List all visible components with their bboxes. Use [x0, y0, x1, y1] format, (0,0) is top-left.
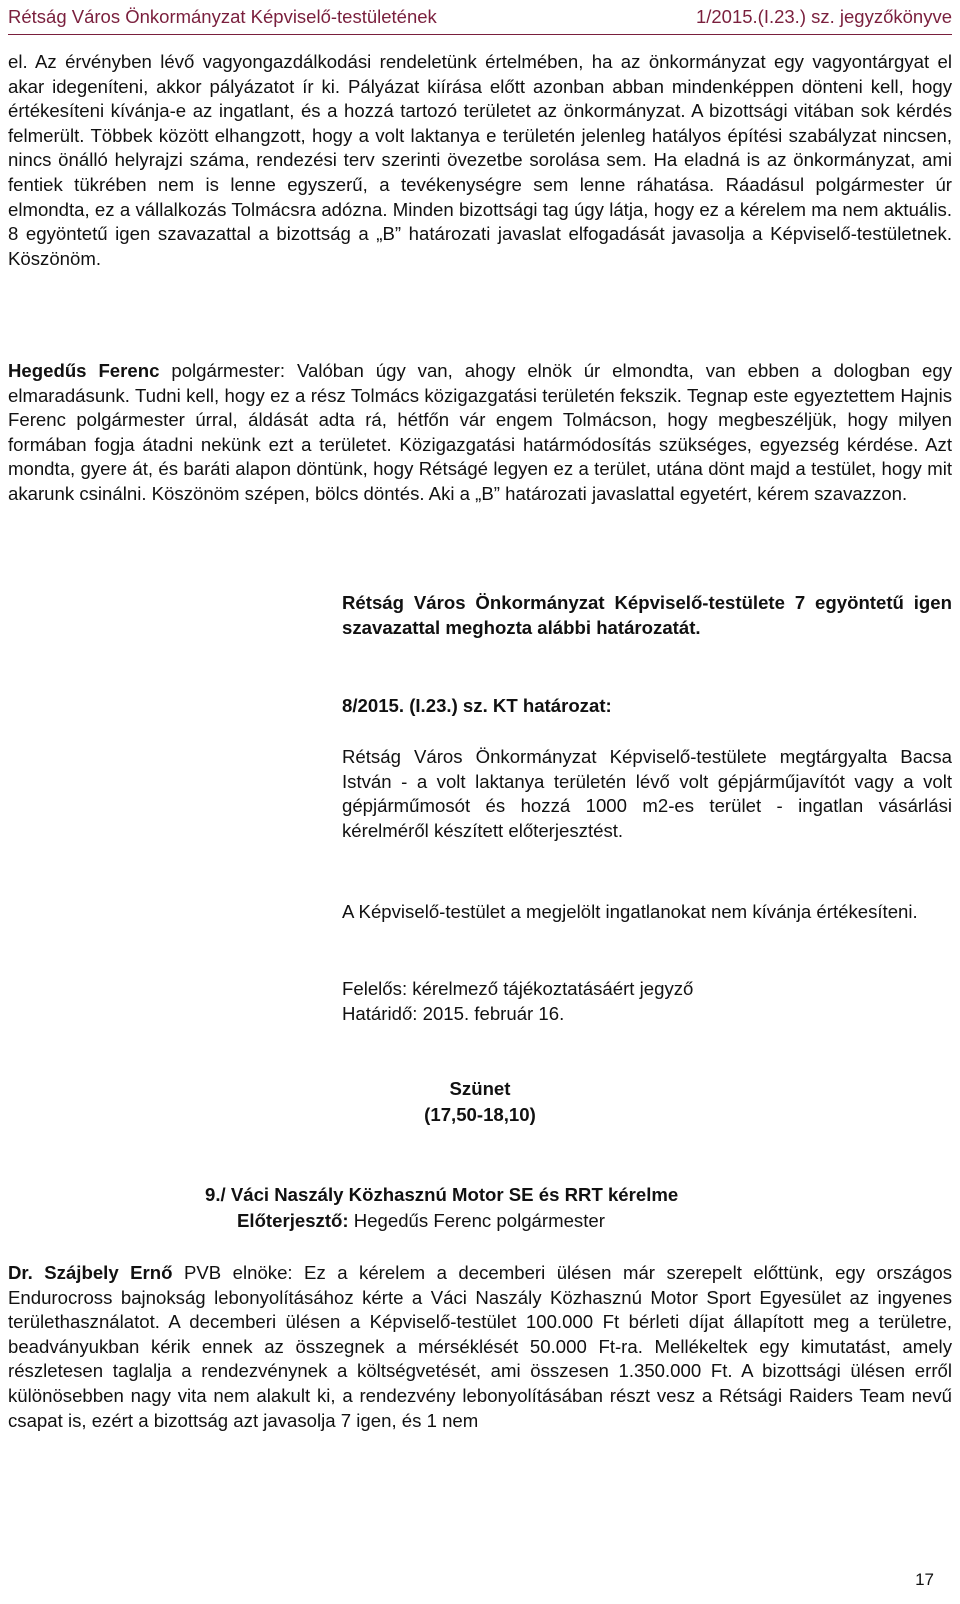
presenter-name: Hegedűs Ferenc polgármester — [348, 1210, 605, 1231]
resolution-decision: A Képviselő-testület a megjelölt ingatlanokat nem kívánja értékesíteni. — [342, 901, 918, 922]
paragraph-pvb-chair — [8, 1261, 952, 1433]
presenter-label: Előterjesztő: — [237, 1210, 349, 1231]
resolution-intro: Rétság Város Önkormányzat Képviselő-testülete 7 egyöntetű igen szavazattal meghozta alábbi határozatát. — [342, 592, 952, 638]
page-header — [8, 6, 952, 34]
resolution-number: 8/2015. (I.23.) sz. KT határozat: — [342, 695, 612, 716]
resolution-body: Rétság Város Önkormányzat Képviselő-testülete megtárgyalta Bacsa István - a volt laktanya területén lévő volt gépjárműjavítót vagy a volt gépjárműmosót és hozzá 1000 m2-es terület - ingatlan vásárlási kérelméről készített előterjesztést. — [342, 746, 952, 841]
resolution-deadline: Határidő: 2015. február 16. — [342, 1003, 565, 1024]
paragraph-mayor — [8, 359, 952, 507]
speaker-mayor: Hegedűs Ferenc — [8, 360, 160, 381]
agenda-title: 9./ Váci Naszály Közhasznú Motor SE és RRT kérelme — [205, 1184, 679, 1205]
pvb-chair-text: PVB elnöke: Ez a kérelem a decemberi ülésen már szerepelt előttünk, egy országos Endurocross bajnokság lebonyolításához kérte a Váci Naszály Közhasznú Motor Sport Egyesület az ingyenes területhasználatot. A decemberi ülésen a Képviselő-testület 100.000 Ft bérleti díjat állapított meg a területre, beadványukban kérik ennek az összegnek a mérséklését 50.000 Ft-ra. Mellékeltek egy kimutatást, amely részletesen taglalja a rendezvénynek a költségvetését, ami összesen 1.350.000 Ft. A bizottsági ülésen erről különösebben nagy vita nem alakult ki, a rendezvény lebonyolításában részt vesz a Rétsági Raiders Team nevű csapat is, ezért a bizottság azt javasolja 7 igen, és 1 nem — [8, 1262, 952, 1431]
agenda-presenter — [237, 1209, 605, 1234]
break-time: (17,50-18,10) — [424, 1104, 536, 1125]
header-right: 1/2015.(I.23.) sz. jegyzőkönyve — [695, 6, 952, 27]
paragraph-committee-report: el. Az érvényben lévő vagyongazdálkodási rendeletünk értelmében, ha az önkormányzat egy vagyontárgyat el akar idegeníteni, akkor pályázatot ír ki. Pályázat kiírása előtt azonban abban mindenképpen dönteni kell, hogy értékesíteni kívánja-e az ingatlant, és a hozzá tartozó területet az önkormányzat. A bizottsági vitában sok kérdés felmerült. Többek között elhangzott, hogy a volt laktanya e területén jelenleg hatályos építési szabályzat nincsen, nincs önálló helyrajzi száma, rendezési terv szerinti övezetbe sorolása sem. Ha eladná is az önkormányzat, ami fentiek tükrében nem is lenne egyszerű, a tevékenységre sem lenne ráhatása. Ráadásul polgármester úr elmondta, ez a vállalkozás Tolmácsra adózna. Minden bizottsági tag úgy látja, hogy ez a kérelem ma nem aktuális. 8 egyöntetű igen szavazattal a bizottság a „B” határozati javaslat elfogadását javasolja a Képviselő-testületnek. Köszönöm. — [8, 51, 952, 269]
break-title: Szünet — [449, 1078, 511, 1099]
speaker-pvb-chair: Dr. Szájbely Ernő — [8, 1262, 173, 1283]
resolution-responsible: Felelős: kérelmező tájékoztatásáért jegyző — [342, 978, 694, 999]
header-left: Rétság Város Önkormányzat Képviselő-testületének — [8, 6, 437, 27]
header-rule — [8, 34, 952, 35]
mayor-text: polgármester: Valóban úgy van, ahogy elnök úr elmondta, van ebben a dologban egy elmaradásunk. Tudni kell, hogy ez a rész Tolmács közigazgatási területén fekszik. Tegnap este egyeztettem Hajnis Ferenc polgármester úrral, áldását adta rá, hétfőn vár engem Tolmácson, hogy megbeszéljük, hogy milyen formában fogja átadni nekünk ezt a területet. Közigazgatási határmódosítás szükséges, egyezség kérdése. Azt mondta, gyere át, és baráti alapon döntünk, hogy Rétságé legyen ez a terület, utána dönt majd a testület, hogy mit akarunk csinálni. Köszönöm szépen, bölcs döntés. Aki a „B” határozati javaslattal egyetért, kérem szavazzon. — [8, 360, 952, 504]
page-number: 17 — [915, 1570, 934, 1589]
